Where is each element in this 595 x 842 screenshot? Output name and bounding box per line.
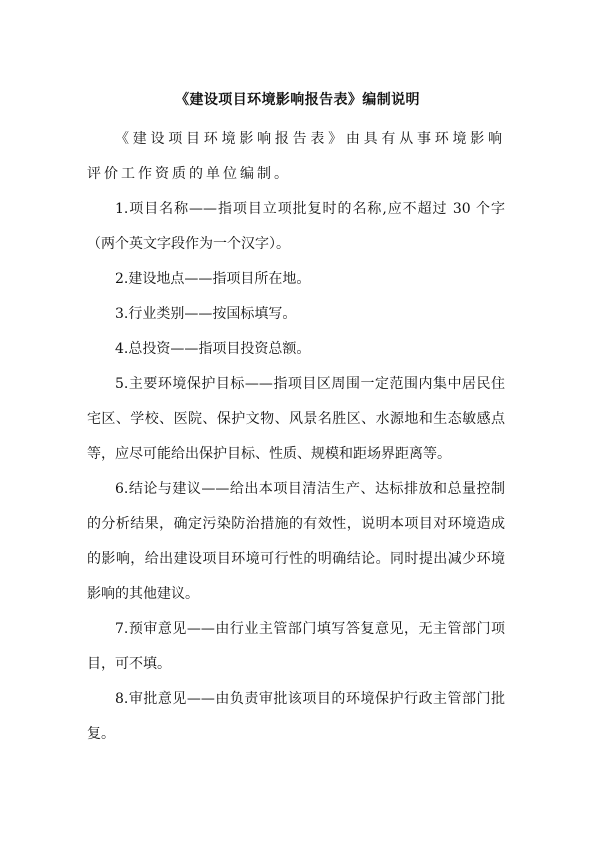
item-project-name: 1.项目名称——指项目立项批复时的名称,应不超过 30 个字（两个英文字段作为一个汉字）。 bbox=[87, 201, 505, 252]
item-conclusions: 6.结论与建议——给出本项目清洁生产、达标排放和总量控制的分析结果，确定污染防治措施的有效性，说明本项目对环境造成的影响，给出建设项目环境可行性的明确结论。同时提出减少环境影响的其他建议。 bbox=[87, 481, 505, 602]
item-total-investment: 4.总投资——指项目投资总额。 bbox=[115, 341, 311, 357]
document-title: 《建设项目环境影响报告表》编制说明 bbox=[175, 92, 420, 108]
intro-paragraph: 《建设项目环境影响报告表》由具有从事环境影响评价工作资质的单位编制。 bbox=[87, 131, 505, 182]
document-body bbox=[87, 122, 505, 752]
item-protection-targets: 5.主要环境保护目标——指项目区周围一定范围内集中居民住宅区、学校、医院、保护文物、风景名胜区、水源地和生态敏感点等，应尽可能给出保护目标、性质、规模和距场界距离等。 bbox=[87, 376, 505, 462]
item-industry-category: 3.行业类别——按国标填写。 bbox=[115, 306, 297, 322]
item-approval: 8.审批意见——由负责审批该项目的环境保护行政主管部门批复。 bbox=[87, 691, 505, 742]
item-construction-site: 2.建设地点——指项目所在地。 bbox=[115, 271, 311, 287]
item-pre-review: 7.预审意见——由行业主管部门填写答复意见，无主管部门项目，可不填。 bbox=[87, 621, 505, 672]
